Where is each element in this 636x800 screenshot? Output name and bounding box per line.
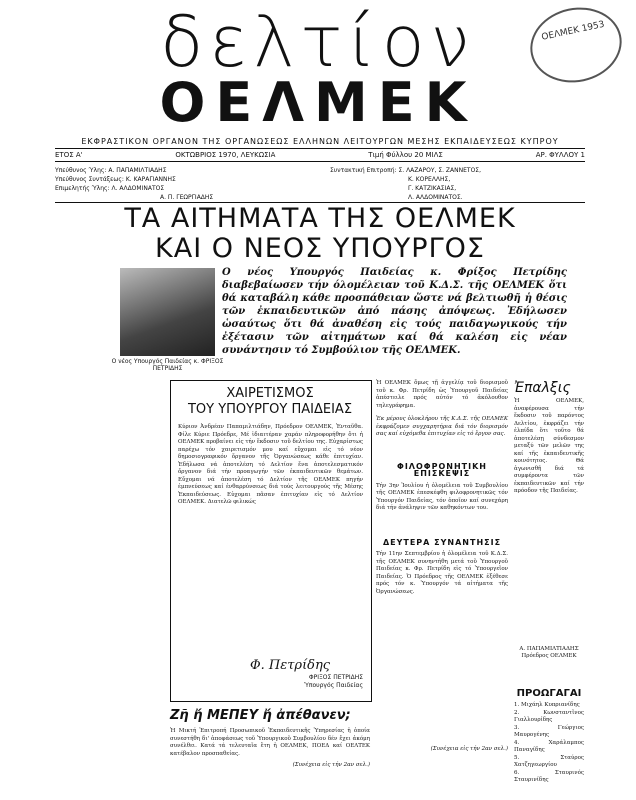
column-b: [376, 380, 508, 754]
section-meeting-text: Τήν 11ην Σεπτεμβρίου ἡ ὁλομέλεια τοῦ Κ.Δ.Σ. τῆς ΟΕΛΜΕΚ συνηντήθη μετά τοῦ Ὑπουργοῦ Παιδείας κ. Φρ. Πετρίδη εἰς τό Ὑπουργεῖον Παιδείας. Ὁ Πρόεδρος τῆς ΟΕΛΜΕΚ ἐξέθεσε πρός τόν κ. Ὑπουργόν τά αἰτήματα τῆς Ὀργανώσεως.: [376, 551, 508, 595]
signer-role: Ὑπουργός Παιδείας: [304, 682, 363, 689]
greeting-title: [170, 386, 370, 418]
issue-date: ΟΚΤΩΒΡΙΟΣ 1970, ΛΕΥΚΩΣΙΑ: [175, 151, 276, 159]
column-b-intro: Ἡ ΟΕΛΜΕΚ ὅμως τῇ ἀγγελίᾳ τοῦ διορισμοῦ τοῦ κ. Φρ. Πετρίδη ὡς Ὑπουργοῦ Παιδείας ἀπέστειλε πρός αὐτόν τό ἀκόλουθον τηλεγράφημα.: [376, 380, 508, 409]
promotions-list: [514, 702, 584, 785]
column-c-body: Ἡ ΟΕΛΜΕΚ, ἀναφέρουσα τήν ἔκδοσιν τοῦ παρόντος Δελτίου, ἐκφράζει τήν ἐλπίδα ὅτι τοῦτο θά ἀποτελέσῃ σύνδεσμον μεταξύ τῶν μελῶν της καί τῆς ἐκπαιδευτικῆς κοινότητος. Θά ἀγωνισθῆ διά τά συμφέροντα τῶν ἐκπαιδευτικῶν καί τήν πρόοδον τῆς Παιδείας.: [514, 398, 584, 494]
staff-line: Γ. ΚΑΤΖΙΚΑΣΙΑΣ,: [408, 185, 457, 192]
greeting-signer: [178, 674, 363, 690]
column-b-telegram: Ἐκ μέρους ὁλοκλήρου τῆς Κ.Δ.Σ. τῆς ΟΕΛΜΕΚ ἐκφράζομεν συγχαρητήρια διά τόν διορισμόν σας καί εὐχόμεθα ἐπιτυχίαν εἰς τό ἔργον σας.: [376, 416, 508, 437]
staff-line: Υπεύθυνος Ύλης: Α. ΠΑΠΑΜΙΛΤΙΑΔΗΣ: [55, 167, 167, 174]
signer-name: ΦΡΙΞΟΣ ΠΕΤΡΙΔΗΣ: [308, 674, 363, 681]
staff-line: Κ. ΚΟΡΕΛΛΗΣ,: [408, 176, 451, 183]
section-meeting-title: ΔΕΥΤΕΡΑ ΣΥΝΑΝΤΗΣΙΣ: [382, 537, 502, 547]
column-c-signer: Α. ΠΑΠΑΜΙΛΤΙΑΔΗΣ: [519, 645, 579, 652]
staff-line: Υπεύθυνος Συντάξεως: Κ. ΚΑΡΑΓΙΑΝΝΗΣ: [55, 176, 176, 183]
staff-line: Λ. ΑΛΔΟΜΙΝΑΤΟΣ.: [408, 194, 463, 201]
section-visit-title: ΦΙΛΟΦΡΟΝΗΤΙΚΗ ΕΠΙΣΚΕΨΙΣ: [397, 461, 487, 478]
column-c-text: [514, 398, 584, 661]
divider-top: [55, 148, 585, 149]
greeting-title-line1: ΧΑΙΡΕΤΙΣΜΟΣ: [226, 386, 314, 401]
list-item: 3. Γεώργιος Μαυρογένης: [514, 724, 584, 738]
bottom-body: Ἡ Μικτή Ἐπιτροπή Προσωπικοῦ Ἐκπαιδευτικῆς Ὑπηρεσίας ἡ ὁποία συνεστήθη δι' ἀποφάσεως τοῦ Ὑπουργικοῦ Συμβουλίου δέν ἔχει ἀκόμη συνέλθει. Κατά τά τελευταῖα ἔτη ἡ ΟΕΛΜΕΚ, ΠΟΕΔ καί ΟΕΛΤΕΚ κατέβαλον προσπαθείας.: [170, 728, 370, 757]
lead-paragraph: Ο νέος Υπουργός Παιδείας κ. Φρίξος Πετρίδης διαβεβαίωσεν τήν όλομέλειαν τοῦ Κ.Δ.Σ. τῆς ΟΕΛΜΕΚ ὅτι θά καταβάλη κάθε προσπάθειαν ὥστε νά βελτιωθῆ ἡ θέσις τῶν ἐκπαιδευτικῶν ἀπό πάσης ἀπόψεως. Ἐδήλωσεν ὡσαύτως ὅτι θά ἀναθέση εἰς τούς παιδαγωγικούς τήν ἐξέτασιν τῶν αἰτημάτων καί θά καλέση εἰς νέαν συνάντησιν τό Συμβούλιον τῆς ΟΕΛΜΕΚ.: [222, 267, 567, 356]
masthead-subtitle: ΟΕΛΜΕΚ: [159, 71, 477, 134]
main-headline: [55, 204, 585, 264]
greeting-title-line2: ΤΟΥ ΥΠΟΥΡΓΟΥ ΠΑΙΔΕΙΑΣ: [187, 402, 353, 417]
list-item: 2. Κωνσταντῖνος Γιαλλουρίδης: [514, 709, 584, 723]
issue-year: ΕΤΟΣ Α': [55, 151, 83, 159]
staff-right: [330, 166, 585, 202]
stamp-text: ΟΕΛΜΕΚ 1953: [540, 19, 606, 43]
headline-line2: ΚΑΙ Ο ΝΕΟΣ ΥΠΟΥΡΓΟΣ: [155, 233, 485, 264]
list-item: 6. Σταυρινός Σταυρινίδης: [514, 769, 584, 783]
list-item: 5. Σταύρος Χατζηγεωργίου: [514, 754, 584, 768]
headline-line1: ΤΑ ΑΙΤΗΜΑΤΑ ΤΗΣ ΟΕΛΜΕΚ: [124, 203, 516, 234]
list-item: 1. Μιχάηλ Κυπριανίδης: [514, 702, 580, 708]
masthead-title: δελτίον: [160, 1, 476, 83]
staff-line: Συντακτική Επιτροπή: Σ. ΛΑΖΑΡΟΥ, Σ. ΖΑΝΝΕΤΟΣ,: [330, 167, 481, 174]
minister-photo: [120, 268, 215, 356]
issue-number: ΑΡ. ΦΥΛΛΟΥ 1: [535, 151, 585, 159]
staff-line: Α. Π. ΓΕΩΡΓΙΑΔΗΣ: [160, 194, 214, 201]
bottom-headline: Ζῆ ἤ ΜΕΠΕΥ ἤ ἀπέθανεν;: [170, 708, 351, 723]
section-visit-text: Τήν 3ην Ἰουλίου ἡ ὁλομέλεια τοῦ Συμβουλίου τῆς ΟΕΛΜΕΚ ἐπεσκέφθη φιλοφρονητικῶς τόν Ὑπουργόν Παιδείας, τόν ὁποῖον καί συνεχάρη διά τήν ἀνάληψιν τῶν καθηκόντων του.: [376, 482, 508, 511]
list-item: 4. Χαράλαμπος Παναγίδης: [514, 739, 584, 753]
bottom-continued: (Συνέχεια εἰς τήν 2αν σελ.): [292, 762, 370, 768]
column-c-role: Πρόεδρος ΟΕΛΜΕΚ: [521, 653, 577, 659]
tagline: ΕΚΦΡΑΣΤΙΚΟΝ ΟΡΓΑΝΟΝ ΤΗΣ ΟΡΓΑΝΩΣΕΩΣ ΕΛΛΗΝΩΝ ΛΕΙΤΟΥΡΓΩΝ ΜΕΣΗΣ ΕΚΠΑΙΔΕΥΣΕΩΣ ΚΥΠΡΟΥ: [81, 137, 559, 146]
promotions-title: ΠΡΟΩΓΑΓΑΙ: [516, 688, 582, 699]
staff-line: Επιμελητής Ύλης: Λ. ΑΛΔΟΜΙΝΑΤΟΣ: [55, 185, 165, 192]
divider-mid: [55, 161, 585, 162]
continued-note: (Συνέχεια εἰς τήν 2αν σελ.): [430, 746, 508, 752]
staff-left: [55, 166, 295, 202]
greeting-text: Κύριον Ἀνδρέαν Παπαμιλτιάδην, Πρόεδρον ΟΕΛΜΕΚ, Ἐνταῦθα. Φίλε Κύριε Πρόεδρε, Μέ ἰδιαιτέραν χαράν πληροφορήθην ὅτι ἡ ΟΕΛΜΕΚ προβαίνει εἰς τήν ἔκδοσιν τοῦ δελτίου της. Εὐχαρίστως παρέχω τόν χαιρετισμόν μου καί εὔχομαι εἰς τό νέον δημοσιογραφικόν ὄργανον τῆς Ὀργανώσεως κάθε ἐπιτυχίαν. Ἐδήλωσα νά ἀποτελέση τό Δελτίον ἔνα ἀποτελεσματικόν ὄργανον διά τήν προαγωγήν τῶν ἐκπαιδευτικῶν θεμάτων. Εὔχομαι νά ἀποτελέση τό Δελτίον τῆς ΟΕΛΜΕΚ πηγήν ἐμπνεύσεως καί ἐνθαρρύνσεως διά τούς λειτουργούς τῆς Μέσης Ἐκπαιδεύσεως. Εὐχομαι πᾶσαν ἐπιτυχίαν εἰς τό Δελτίον ΟΕΛΜΕΚ. Διατελῶ φιλικώς: [178, 424, 363, 505]
photo-caption: Ο νέος Υπουργός Παιδείας κ. ΦΡΙΞΟΣ ΠΕΤΡΙΔΗΣ: [111, 358, 224, 372]
handwritten-signature: Φ. Πετρίδης: [250, 658, 331, 673]
issue-price: Τιμή Φύλλου 20 ΜΙΛΣ: [368, 151, 443, 159]
issue-info: [55, 151, 585, 159]
bottom-text: [170, 728, 370, 770]
column-c-title: Ἐπαλξις: [514, 380, 571, 396]
